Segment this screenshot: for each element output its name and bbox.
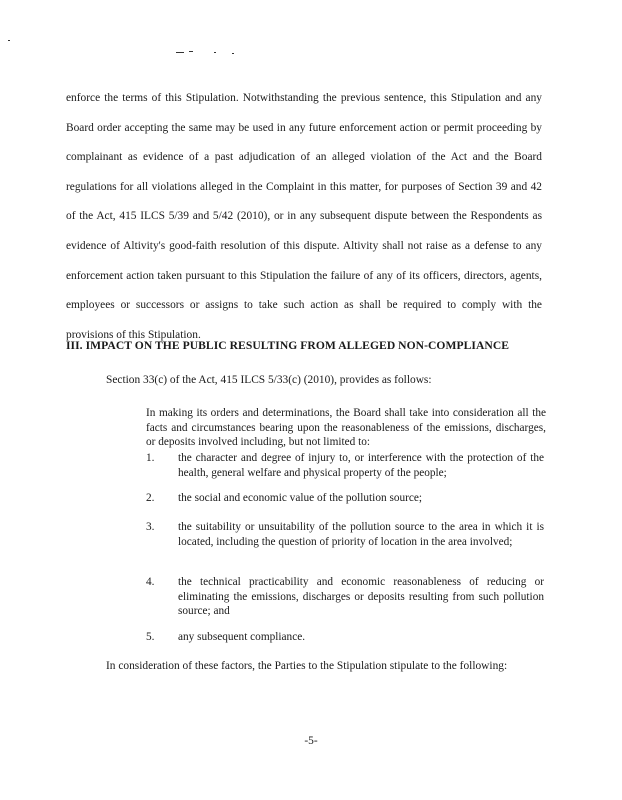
list-item-number: 2. [146,492,155,504]
scan-speck [214,52,216,53]
conclusion-line: In consideration of these factors, the Parties to the Stipulation stipulate to the following: [106,660,508,672]
list-item-number: 5. [146,631,155,643]
list-item-number: 4. [146,576,155,588]
body-paragraph: enforce the terms of this Stipulation. Notwithstanding the previous sentence, this Stipulation and any Board order accepting the same may be used in any future enforcement action or permit proceeding by complainant as evidence of a past adjudication of an alleged violation of the Act and the Board regulations for all violations alleged in the Complaint in this matter, for purposes of Section 39 and 42 of the Act, 415 ILCS 5/39 and 5/42 (2010), or in any subsequent dispute between the Respondents as evidence of Altivity's good-faith resolution of this dispute. Altivity shall not raise as a defense to any enforcement action taken pursuant to this Stipulation the failure of any of its officers, directors, agents, employees or successors or assigns to take such action as shall be required to comply with the provisions of this Stipulation. [66,92,542,341]
scan-speck [189,51,193,52]
list-item-number: 3. [146,521,155,533]
scan-speck [176,52,184,53]
list-item-text: the social and economic value of the pollution source; [178,492,423,504]
page-number: -5- [304,735,318,747]
list-item-text: any subsequent compliance. [178,631,306,643]
section-heading: III. IMPACT ON THE PUBLIC RESULTING FROM ALLEGED NON-COMPLIANCE [66,339,510,352]
quoted-statute: In making its orders and determinations, the Board shall take into consideration all the facts and circumstances bearing upon the reasonableness of the emissions, discharges, or deposits involved including, but not limited to: [146,407,546,449]
list-item-number: 1. [146,452,155,464]
scan-speck [232,53,234,54]
list-item-text: the suitability or unsuitability of the pollution source to the area in which it is located, including the question of priority of location in the area involved; [178,521,544,548]
scan-speck [8,40,10,41]
list-item-text: the character and degree of injury to, or interference with the protection of the health, general welfare and physical property of the people; [178,452,544,479]
intro-line: Section 33(c) of the Act, 415 ILCS 5/33(c) (2010), provides as follows: [106,374,432,386]
list-item-text: the technical practicability and economic reasonableness of reducing or eliminating the emissions, discharges or deposits resulting from such pollution source; and [178,576,544,618]
